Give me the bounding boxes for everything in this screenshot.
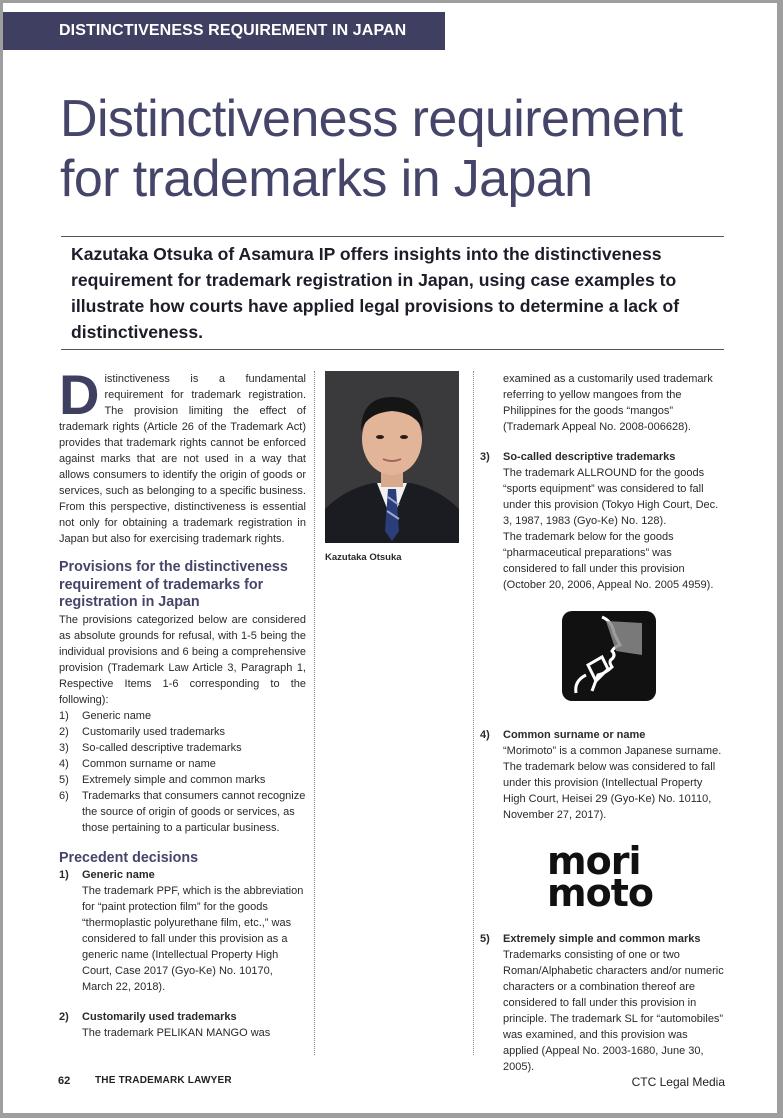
case-text: The trademark PELIKAN MANGO was <box>82 1027 271 1039</box>
list-item: 3) So-called descriptive trademarks <box>59 741 242 754</box>
morimoto-logo: mori moto <box>547 839 653 915</box>
list-item: 6) Trademarks that consumers cannot recognize the source of origin of goods or services, as those pertaining to a particular business. <box>59 789 306 834</box>
provisions-text: The provisions categorized below are considered as absolute grounds for refusal, with 1-5 being the individual provisions and 6 being a comprehensive provision (Trademark Law Article 3, Paragraph 1, Respective Items 1-6 corresponding to the following): <box>59 613 306 706</box>
provisions-list <box>59 708 306 836</box>
case-title: Common surname or name <box>503 729 646 741</box>
divider-bottom <box>61 349 724 350</box>
article-title <box>60 89 750 209</box>
case-text-continued: examined as a customarily used trademark referring to yellow mangoes from the Philippines for the goods “mangos” (Trademark Appeal No. 2008-006628). <box>503 373 713 433</box>
column-separator <box>473 371 474 1055</box>
pharmaceutical-trademark-logo <box>562 611 656 701</box>
case-title: Customarily used trademarks <box>82 1011 237 1023</box>
divider-top <box>61 236 724 237</box>
provisions-heading: Provisions for the distinctiveness requirement of trademarks for registration in Japan <box>59 559 288 610</box>
case-title: So-called descriptive trademarks <box>503 451 676 463</box>
case-common-surname: 4) Common surname or name “Morimoto” is a common Japanese surname. The trademark below was considered to fall under this provision (Intellectual Property High Court, Heisei 29 (Gyo-Ke) No. 10110, November 27, 2017). <box>480 727 725 823</box>
intro-text: istinctiveness is a fundamental requirement for trademark registration. The provision limiting the effect of trademark rights (Article 26 of the Trademark Act) provides that trademark rights cannot be enforced against marks that are not used in a way that allows consumers to identify the origin of goods or services, such as belonging to a specific business. From this perspective, distinctiveness is essential not only for obtaining a trademark registration in Japan but also for exercising trademark rights. <box>59 373 306 545</box>
list-item: 2) Customarily used trademarks <box>59 725 226 738</box>
nasal-spray-icon <box>562 611 656 701</box>
case-title: Generic name <box>82 869 155 881</box>
drop-cap: D <box>59 363 100 426</box>
column-2 <box>325 371 463 566</box>
case-descriptive: 3) So-called descriptive trademarks The trademark ALLROUND for the goods “sports equipment” was considered to fall under this provision (Tokyo High Court, Dec. 3, 1987, 1983 (Gyo-Ke) No. 128). The trademark below for the goods “pharmaceutical preparations” was considered to fall under this provision (October 20, 2006, Appeal No. 2005 4959). <box>480 449 725 593</box>
title-line-2: for trademarks in Japan <box>60 150 593 208</box>
column-3 <box>480 371 725 1075</box>
case-title: Extremely simple and common marks <box>503 933 701 945</box>
photo-caption: Kazutaka Otsuka <box>325 552 402 563</box>
page-number: 62 <box>58 1075 71 1087</box>
list-item: 5) Extremely simple and common marks <box>59 773 266 786</box>
title-line-1: Distinctiveness requirement <box>60 90 683 148</box>
publisher-name: CTC Legal Media <box>631 1075 725 1089</box>
column-separator <box>314 371 315 1055</box>
case-text: The trademark ALLROUND for the goods “sports equipment” was considered to fall under this provision (Tokyo High Court, Dec. 3, 1987, 1983 (Gyo-Ke) No. 128). <box>503 467 719 527</box>
precedents-heading: Precedent decisions <box>59 849 199 866</box>
author-photo <box>325 371 459 543</box>
case-text: Trademarks consisting of one or two Roman/Alphabetic characters and/or numeric characters or a combination thereof are considered to fall under this provision in principle. The trademark SL for “automobiles” was examined, and this provision was applied (Appeal No. 2003-1680, June 30, 2005). <box>503 949 724 1073</box>
intro-paragraph <box>59 363 306 547</box>
case-simple-marks: 5) Extremely simple and common marks Trademarks consisting of one or two Roman/Alphabetic characters and/or numeric characters or a combination thereof are considered to fall under this provision in principle. The trademark SL for “automobiles” was examined, and this provision was applied (Appeal No. 2003-1680, June 30, 2005). <box>480 933 724 1073</box>
case-text: The trademark below for the goods “pharmaceutical preparations” was considered to fall under this provision (October 20, 2006, Appeal No. 2005 4959). <box>503 531 714 591</box>
case-text: “Morimoto” is a common Japanese surname. The trademark below was considered to fall under this provision (Intellectual Property High Court, Heisei 29 (Gyo-Ke) No. 10110, November 27, 2017). <box>503 745 722 821</box>
magazine-page <box>3 3 777 1113</box>
column-1 <box>59 363 306 1041</box>
case-text: The trademark PPF, which is the abbreviation for “paint protection film” for the goods “thermoplastic polyurethane film, etc.,” was considered to fall under this provision as a generic name (Intellectual Property High Court, Case 2017 (Gyo-Ke) No. 10170, March 22, 2018). <box>82 885 304 993</box>
section-tag: DISTINCTIVENESS REQUIREMENT IN JAPAN <box>3 12 445 50</box>
case-generic-name: 1) Generic name The trademark PPF, which is the abbreviation for “paint protection film” for the goods “thermoplastic polyurethane film, etc.,” was considered to fall under this provision as a generic name (Intellectual Property High Court, Case 2017 (Gyo-Ke) No. 10170, March 22, 2018). <box>59 867 306 995</box>
standfirst: Kazutaka Otsuka of Asamura IP offers insights into the distinctiveness requirement for trademark registration in Japan, using case examples to illustrate how courts have applied legal provisions to determine a lack of distinctiveness. <box>71 244 680 342</box>
case-customarily-used: 2) Customarily used trademarks The trademark PELIKAN MANGO was <box>59 1009 306 1041</box>
author-portrait-image <box>325 371 459 543</box>
list-item: 1) Generic name <box>59 709 152 722</box>
magazine-name: THE TRADEMARK LAWYER <box>95 1075 232 1086</box>
list-item: 4) Common surname or name <box>59 757 216 770</box>
